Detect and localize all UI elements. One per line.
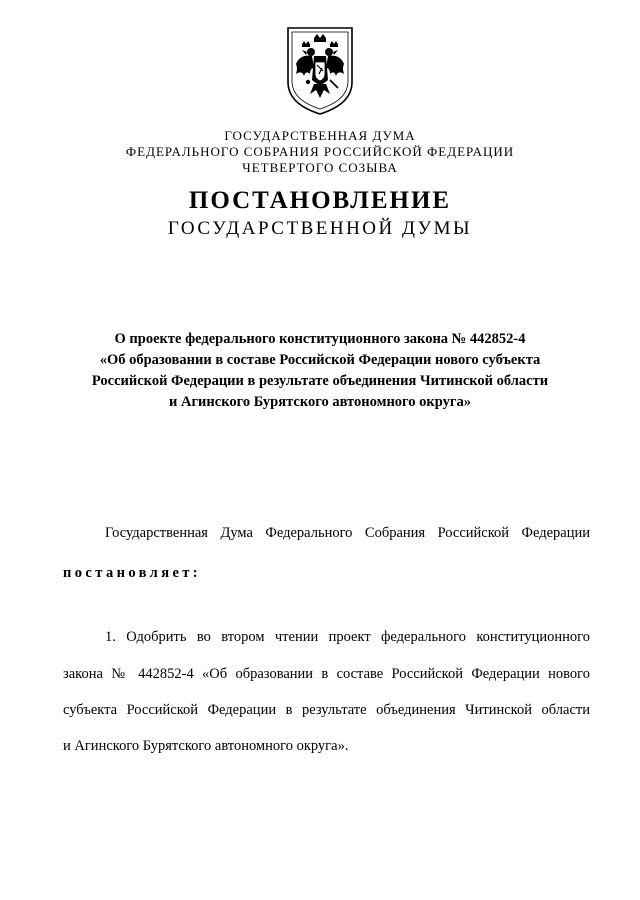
subject-line-2: «Об образовании в составе Российской Федерации нового субъекта [99, 352, 541, 368]
item-1-line-2: закона № 442852-4 «Об образовании в составе Российской Федерации нового [63, 666, 590, 682]
preamble: Государственная Дума Федерального Собрания Российской Федерации [105, 525, 590, 541]
item-1-line-3: субъекта Российской Федерации в результате объединения Читинской области [63, 702, 590, 718]
item-1-line-4: и Агинского Бурятского автономного округа». [63, 738, 349, 754]
subject-line-3: Российской Федерации в результате объединения Читинской области [91, 373, 549, 389]
document-title: ПОСТАНОВЛЕНИЕ [188, 187, 452, 214]
document-subtitle: ГОСУДАРСТВЕННОЙ ДУМЫ [167, 218, 473, 239]
item-1-line-1: 1. Одобрить во втором чтении проект федерального конституционного [105, 629, 590, 645]
org-line-1: ГОСУДАРСТВЕННАЯ ДУМА [224, 128, 416, 143]
subject-line-4: и Агинского Бурятского автономного округа» [169, 394, 471, 410]
org-line-3: ЧЕТВЕРТОГО СОЗЫВА [242, 160, 398, 175]
coat-of-arms-icon [284, 24, 356, 116]
document-subject [0, 329, 640, 413]
subject-line-1: О проекте федерального конституционного закона № 442852-4 [114, 331, 526, 347]
org-line-2: ФЕДЕРАЛЬНОГО СОБРАНИЯ РОССИЙСКОЙ ФЕДЕРАЦИИ [125, 144, 515, 159]
resolves-label: постановляет: [63, 565, 202, 581]
